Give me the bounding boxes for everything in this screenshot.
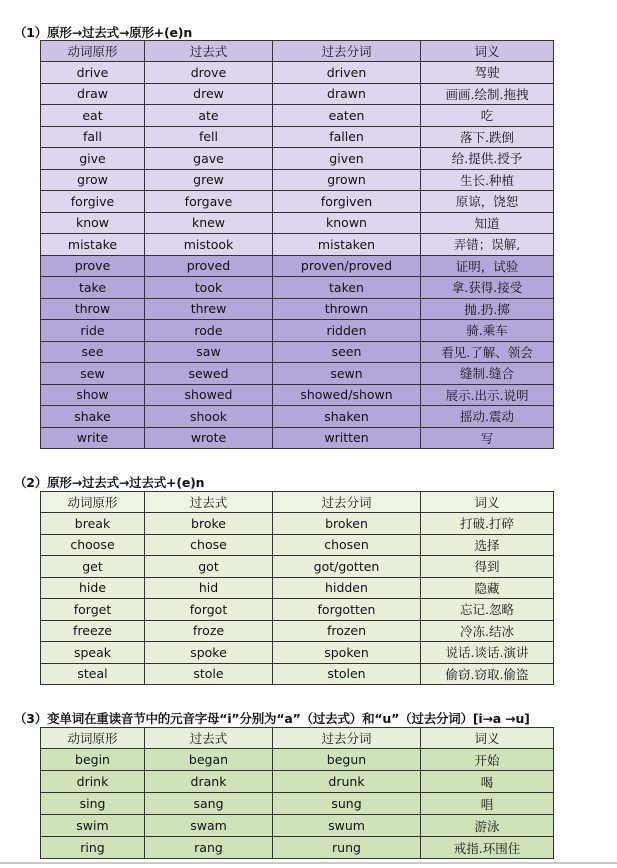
table-row bbox=[41, 83, 554, 105]
past-participle-cell: driven bbox=[273, 62, 421, 84]
past-participle-cell: mistaken bbox=[273, 234, 421, 256]
past-participle-cell: showed/shown bbox=[273, 384, 421, 406]
base-form-cell: eat bbox=[41, 105, 145, 127]
meaning-cell: 原谅，饶恕 bbox=[421, 191, 554, 213]
table-row bbox=[41, 363, 554, 385]
base-form-cell: fall bbox=[41, 126, 145, 148]
base-form-cell: know bbox=[41, 212, 145, 234]
past-participle-cell: grown bbox=[273, 169, 421, 191]
meaning-cell: 打破.打碎 bbox=[421, 513, 554, 535]
column-header-participle: 过去分词 bbox=[273, 41, 421, 62]
past-tense-cell: gave bbox=[145, 148, 273, 170]
base-form-cell: freeze bbox=[41, 620, 145, 642]
meaning-cell: 给.提供.授予 bbox=[421, 148, 554, 170]
table-3 bbox=[40, 727, 554, 859]
base-form-cell: choose bbox=[41, 534, 145, 556]
column-header-past: 过去式 bbox=[145, 728, 273, 749]
past-participle-cell: given bbox=[273, 148, 421, 170]
meaning-cell: 喝 bbox=[421, 771, 554, 793]
past-participle-cell: sung bbox=[273, 793, 421, 815]
past-participle-cell: rung bbox=[273, 837, 421, 859]
meaning-cell: 选择 bbox=[421, 534, 554, 556]
past-tense-cell: sewed bbox=[145, 363, 273, 385]
past-participle-cell: seen bbox=[273, 341, 421, 363]
meaning-cell: 摇动.震动 bbox=[421, 406, 554, 428]
past-participle-cell: thrown bbox=[273, 298, 421, 320]
base-form-cell: swim bbox=[41, 815, 145, 837]
base-form-cell: steal bbox=[41, 663, 145, 685]
past-tense-cell: drank bbox=[145, 771, 273, 793]
past-tense-cell: chose bbox=[145, 534, 273, 556]
table-row bbox=[41, 234, 554, 256]
base-form-cell: drink bbox=[41, 771, 145, 793]
meaning-cell: 得到 bbox=[421, 556, 554, 578]
table-row bbox=[41, 341, 554, 363]
column-header-base: 动词原形 bbox=[41, 41, 145, 62]
past-tense-cell: drove bbox=[145, 62, 273, 84]
column-header-base: 动词原形 bbox=[41, 728, 145, 749]
meaning-cell: 冷冻.结冰 bbox=[421, 620, 554, 642]
column-header-meaning: 词义 bbox=[421, 41, 554, 62]
past-tense-cell: took bbox=[145, 277, 273, 299]
past-tense-cell: swam bbox=[145, 815, 273, 837]
past-participle-cell: broken bbox=[273, 513, 421, 535]
past-tense-cell: forgot bbox=[145, 599, 273, 621]
base-form-cell: mistake bbox=[41, 234, 145, 256]
past-participle-cell: chosen bbox=[273, 534, 421, 556]
table-row bbox=[41, 384, 554, 406]
meaning-cell: 唱 bbox=[421, 793, 554, 815]
past-participle-cell: forgiven bbox=[273, 191, 421, 213]
base-form-cell: hide bbox=[41, 577, 145, 599]
base-form-cell: forget bbox=[41, 599, 145, 621]
meaning-cell: 忘记.忽略 bbox=[421, 599, 554, 621]
meaning-cell: 隐藏 bbox=[421, 577, 554, 599]
meaning-cell: 看见.了解、领会 bbox=[421, 341, 554, 363]
base-form-cell: drive bbox=[41, 62, 145, 84]
meaning-cell: 戒指.环围住 bbox=[421, 837, 554, 859]
past-participle-cell: taken bbox=[273, 277, 421, 299]
past-participle-cell: hidden bbox=[273, 577, 421, 599]
base-form-cell: sew bbox=[41, 363, 145, 385]
table-row bbox=[41, 148, 554, 170]
past-participle-cell: forgotten bbox=[273, 599, 421, 621]
base-form-cell: show bbox=[41, 384, 145, 406]
base-form-cell: get bbox=[41, 556, 145, 578]
section-1-heading: （1）原形→过去式→原形+(e)n bbox=[14, 25, 193, 40]
table-row bbox=[41, 277, 554, 299]
past-participle-cell: eaten bbox=[273, 105, 421, 127]
meaning-cell: 偷窃.窃取.偷盗 bbox=[421, 663, 554, 685]
meaning-cell: 吃 bbox=[421, 105, 554, 127]
past-participle-cell: known bbox=[273, 212, 421, 234]
meaning-cell: 骑.乘车 bbox=[421, 320, 554, 342]
past-tense-cell: forgave bbox=[145, 191, 273, 213]
past-participle-cell: drawn bbox=[273, 83, 421, 105]
past-tense-cell: sang bbox=[145, 793, 273, 815]
table-row bbox=[41, 771, 554, 793]
past-participle-cell: ridden bbox=[273, 320, 421, 342]
table-row bbox=[41, 191, 554, 213]
past-tense-cell: got bbox=[145, 556, 273, 578]
meaning-cell: 拿.获得.接受 bbox=[421, 277, 554, 299]
base-form-cell: ride bbox=[41, 320, 145, 342]
base-form-cell: ring bbox=[41, 837, 145, 859]
past-tense-cell: ate bbox=[145, 105, 273, 127]
past-tense-cell: broke bbox=[145, 513, 273, 535]
past-tense-cell: rode bbox=[145, 320, 273, 342]
base-form-cell: write bbox=[41, 427, 145, 449]
bottom-divider bbox=[0, 862, 617, 864]
table-row bbox=[41, 815, 554, 837]
past-tense-cell: saw bbox=[145, 341, 273, 363]
past-participle-cell: drunk bbox=[273, 771, 421, 793]
column-header-past: 过去式 bbox=[145, 492, 273, 513]
base-form-cell: break bbox=[41, 513, 145, 535]
meaning-cell: 驾驶 bbox=[421, 62, 554, 84]
table-1 bbox=[40, 40, 554, 449]
table-1-header-row bbox=[41, 41, 554, 62]
table-row bbox=[41, 577, 554, 599]
table-row bbox=[41, 837, 554, 859]
column-header-participle: 过去分词 bbox=[273, 728, 421, 749]
table-row bbox=[41, 620, 554, 642]
table-row bbox=[41, 534, 554, 556]
column-header-meaning: 词义 bbox=[421, 728, 554, 749]
past-participle-cell: proven/proved bbox=[273, 255, 421, 277]
past-participle-cell: stolen bbox=[273, 663, 421, 685]
past-participle-cell: begun bbox=[273, 749, 421, 771]
table-3-header-row bbox=[41, 728, 554, 749]
past-tense-cell: fell bbox=[145, 126, 273, 148]
column-header-base: 动词原形 bbox=[41, 492, 145, 513]
table-row bbox=[41, 513, 554, 535]
past-tense-cell: rang bbox=[145, 837, 273, 859]
meaning-cell: 开始 bbox=[421, 749, 554, 771]
table-row bbox=[41, 556, 554, 578]
table-row bbox=[41, 793, 554, 815]
base-form-cell: throw bbox=[41, 298, 145, 320]
past-tense-cell: proved bbox=[145, 255, 273, 277]
table-row bbox=[41, 169, 554, 191]
table-row bbox=[41, 126, 554, 148]
meaning-cell: 知道 bbox=[421, 212, 554, 234]
column-header-participle: 过去分词 bbox=[273, 492, 421, 513]
base-form-cell: sing bbox=[41, 793, 145, 815]
past-tense-cell: stole bbox=[145, 663, 273, 685]
meaning-cell: 抛.扔.掷 bbox=[421, 298, 554, 320]
meaning-cell: 落下.跌倒 bbox=[421, 126, 554, 148]
meaning-cell: 写 bbox=[421, 427, 554, 449]
meaning-cell: 说话.谈话.演讲 bbox=[421, 642, 554, 664]
table-row bbox=[41, 427, 554, 449]
base-form-cell: prove bbox=[41, 255, 145, 277]
base-form-cell: begin bbox=[41, 749, 145, 771]
meaning-cell: 画画.绘制.拖拽 bbox=[421, 83, 554, 105]
past-participle-cell: frozen bbox=[273, 620, 421, 642]
past-participle-cell: spoken bbox=[273, 642, 421, 664]
base-form-cell: take bbox=[41, 277, 145, 299]
base-form-cell: give bbox=[41, 148, 145, 170]
past-tense-cell: wrote bbox=[145, 427, 273, 449]
past-participle-cell: written bbox=[273, 427, 421, 449]
table-row bbox=[41, 105, 554, 127]
past-tense-cell: grew bbox=[145, 169, 273, 191]
past-participle-cell: swum bbox=[273, 815, 421, 837]
base-form-cell: shake bbox=[41, 406, 145, 428]
table-row bbox=[41, 255, 554, 277]
past-participle-cell: shaken bbox=[273, 406, 421, 428]
table-row bbox=[41, 320, 554, 342]
past-tense-cell: froze bbox=[145, 620, 273, 642]
past-tense-cell: showed bbox=[145, 384, 273, 406]
past-tense-cell: began bbox=[145, 749, 273, 771]
past-tense-cell: shook bbox=[145, 406, 273, 428]
meaning-cell: 缝制.缝合 bbox=[421, 363, 554, 385]
table-row bbox=[41, 663, 554, 685]
table-row bbox=[41, 749, 554, 771]
base-form-cell: see bbox=[41, 341, 145, 363]
table-row bbox=[41, 212, 554, 234]
meaning-cell: 证明，试验 bbox=[421, 255, 554, 277]
base-form-cell: draw bbox=[41, 83, 145, 105]
past-tense-cell: hid bbox=[145, 577, 273, 599]
past-tense-cell: threw bbox=[145, 298, 273, 320]
section-2-heading: （2）原形→过去式→过去式+(e)n bbox=[14, 475, 205, 490]
table-row bbox=[41, 599, 554, 621]
table-row bbox=[41, 406, 554, 428]
table-row bbox=[41, 642, 554, 664]
meaning-cell: 弄错；误解, bbox=[421, 234, 554, 256]
past-tense-cell: knew bbox=[145, 212, 273, 234]
column-header-meaning: 词义 bbox=[421, 492, 554, 513]
table-row bbox=[41, 62, 554, 84]
past-tense-cell: drew bbox=[145, 83, 273, 105]
past-participle-cell: sewn bbox=[273, 363, 421, 385]
table-row bbox=[41, 298, 554, 320]
base-form-cell: speak bbox=[41, 642, 145, 664]
column-header-past: 过去式 bbox=[145, 41, 273, 62]
past-tense-cell: mistook bbox=[145, 234, 273, 256]
past-participle-cell: fallen bbox=[273, 126, 421, 148]
past-tense-cell: spoke bbox=[145, 642, 273, 664]
meaning-cell: 游泳 bbox=[421, 815, 554, 837]
section-3-heading: （3）变单词在重读音节中的元音字母“i”分别为“a”（过去式）和“u”（过去分词）[i→a →u] bbox=[14, 711, 530, 726]
table-2 bbox=[40, 491, 554, 685]
table-2-header-row bbox=[41, 492, 554, 513]
meaning-cell: 展示.出示.说明 bbox=[421, 384, 554, 406]
past-participle-cell: got/gotten bbox=[273, 556, 421, 578]
meaning-cell: 生长.种植 bbox=[421, 169, 554, 191]
base-form-cell: grow bbox=[41, 169, 145, 191]
base-form-cell: forgive bbox=[41, 191, 145, 213]
